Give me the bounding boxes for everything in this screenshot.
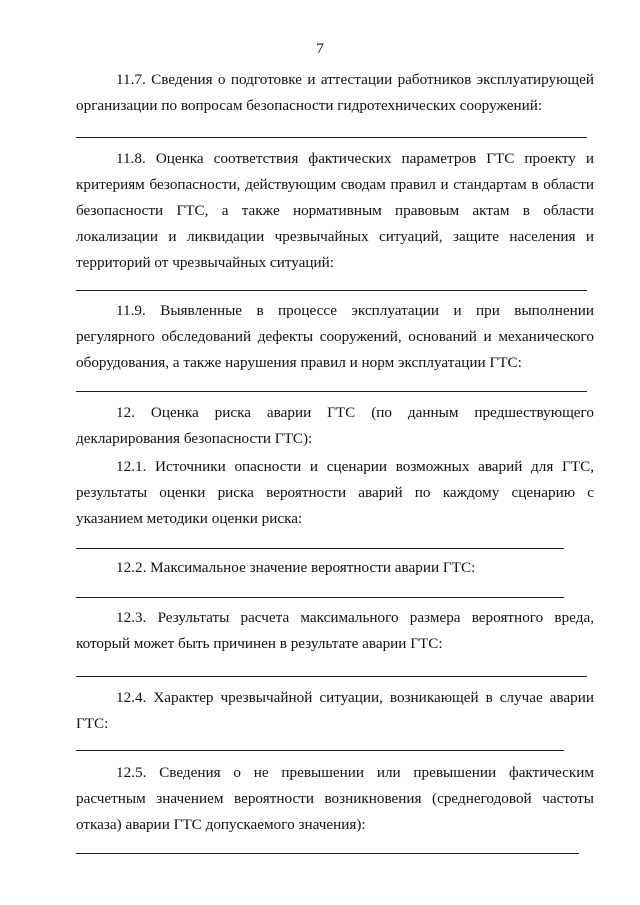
answer-line-12-5 (76, 853, 579, 854)
paragraph-11-8: 11.8. Оценка соответствия фактических параметров ГТС проекту и критериям безопасности, действующим сводам правил и стандартам в области безопасности ГТС, а также нормативным правовым актам в области локализации и ликвидации чрезвычайных ситуаций, защите населения и территорий от чрезвычайных ситуаций: (76, 150, 594, 271)
paragraph-11-7: 11.7. Сведения о подготовке и аттестации работников эксплуатирующей организации по вопросам безопасности гидротехнических сооружений: (76, 71, 594, 114)
page-number: 7 (316, 41, 324, 57)
paragraph-11-9: 11.9. Выявленные в процессе эксплуатации и при выполнении регулярного обследований дефекты сооружений, оснований и механического оборудования, а также нарушения правил и норм эксплуатации ГТС: (76, 302, 594, 371)
paragraph-12-1: 12.1. Источники опасности и сценарии возможных аварий для ГТС, результаты оценки риска вероятности аварий по каждому сценарию с указанием методики оценки риска: (76, 458, 594, 527)
answer-line-11-7 (76, 137, 587, 138)
answer-line-11-9 (76, 391, 587, 392)
paragraph-12-2: 12.2. Максимальное значение вероятности аварии ГТС: (116, 559, 476, 576)
paragraph-12: 12. Оценка риска аварии ГТС (по данным предшествующего декларирования безопасности ГТС): (76, 404, 594, 447)
answer-line-12-4 (76, 750, 564, 751)
answer-line-12-3 (76, 676, 587, 677)
paragraph-12-4: 12.4. Характер чрезвычайной ситуации, возникающей в случае аварии ГТС: (76, 689, 594, 732)
answer-line-12-1 (76, 548, 564, 549)
paragraph-12-3: 12.3. Результаты расчета максимального размера вероятного вреда, который может быть причинен в результате аварии ГТС: (76, 609, 594, 652)
paragraph-12-5: 12.5. Сведения о не превышении или превышении фактическим расчетным значением вероятности возникновения (среднегодовой частоты отказа) аварии ГТС допускаемого значения): (76, 764, 594, 833)
answer-line-12-2 (76, 597, 564, 598)
answer-line-11-8 (76, 290, 587, 291)
